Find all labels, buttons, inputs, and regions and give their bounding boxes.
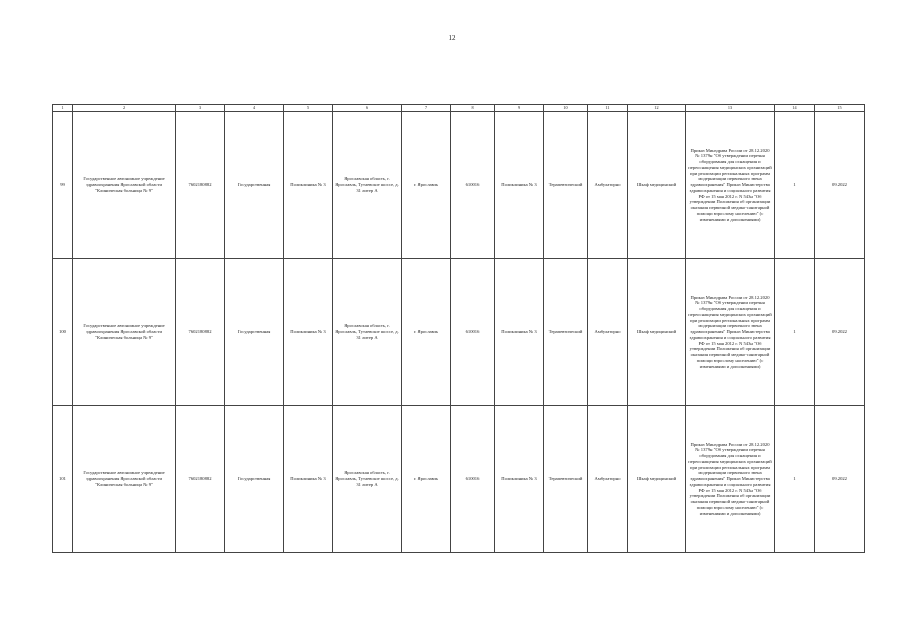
inn: 7602180882 (176, 259, 225, 406)
subunit: Поликлиника № 3 (495, 112, 544, 259)
equipment-name: Шкаф медицинский (628, 406, 686, 553)
organization-name: Государственное автономное учреждение здравоохранения Ярославской области "Клиническая больница № 9" (73, 259, 176, 406)
equipment-name: Шкаф медицинский (628, 259, 686, 406)
column-number: 8 (451, 105, 495, 112)
postal-code: 610016 (451, 259, 495, 406)
room-profile: Терапевтический (544, 406, 588, 553)
column-number: 11 (588, 105, 628, 112)
equipment-register-table (52, 104, 865, 553)
column-number: 15 (815, 105, 865, 112)
quantity: 1 (775, 259, 815, 406)
subunit: Поликлиника № 3 (495, 259, 544, 406)
delivery-date: 09.2022 (815, 112, 865, 259)
locality: г. Ярославль (402, 259, 451, 406)
column-number: 9 (495, 105, 544, 112)
ownership-form: Государственная (225, 112, 284, 259)
care-kind: Амбулаторно (588, 112, 628, 259)
table-row (53, 112, 865, 259)
quantity: 1 (775, 406, 815, 553)
ownership-form: Государственная (225, 259, 284, 406)
column-number: 6 (333, 105, 402, 112)
delivery-date: 09.2022 (815, 259, 865, 406)
column-number: 5 (284, 105, 333, 112)
column-number: 10 (544, 105, 588, 112)
legal-basis: Приказ Минздрава России от 28.12.2020 № 1379н "Об утверждении перечня оборудования для оснащения и переоснащения медицинских организаций при реализации региональных программ модернизации первичного звена здравоохранения" Приказ Министерства здравоохранения и социального развития РФ от 15 мая 2012 г. N 543н "Об утверждении Положения об организации оказания первичной медико-санитарной помощи взрослому населению" (с изменениями и дополнениями) (686, 259, 775, 406)
room-profile: Терапевтический (544, 259, 588, 406)
legal-basis: Приказ Минздрава России от 28.12.2020 № 1379н "Об утверждении перечня оборудования для оснащения и переоснащения медицинских организаций при реализации региональных программ модернизации первичного звена здравоохранения" Приказ Министерства здравоохранения и социального развития РФ от 15 мая 2012 г. N 543н "Об утверждении Положения об организации оказания первичной медико-санитарной помощи взрослому населению" (с изменениями и дополнениями) (686, 112, 775, 259)
address: Ярославская область, г. Ярославль, Тутаевское шоссе, д. 31 литер А (333, 112, 402, 259)
organization-name: Государственное автономное учреждение здравоохранения Ярославской области "Клиническая больница № 9" (73, 112, 176, 259)
table-row (53, 259, 865, 406)
column-number: 12 (628, 105, 686, 112)
care-kind: Амбулаторно (588, 259, 628, 406)
postal-code: 610016 (451, 406, 495, 553)
column-number: 14 (775, 105, 815, 112)
column-number: 1 (53, 105, 73, 112)
structural-unit: Поликлиника № 3 (284, 259, 333, 406)
legal-basis: Приказ Минздрава России от 28.12.2020 № 1379н "Об утверждении перечня оборудования для оснащения и переоснащения медицинских организаций при реализации региональных программ модернизации первичного звена здравоохранения" Приказ Министерства здравоохранения и социального развития РФ от 15 мая 2012 г. N 543н "Об утверждении Положения об организации оказания первичной медико-санитарной помощи взрослому населению" (с изменениями и дополнениями) (686, 406, 775, 553)
column-number: 13 (686, 105, 775, 112)
structural-unit: Поликлиника № 3 (284, 406, 333, 553)
structural-unit: Поликлиника № 3 (284, 112, 333, 259)
address: Ярославская область, г. Ярославль, Тутаевское шоссе, д. 31 литер А (333, 406, 402, 553)
page-number: 12 (448, 34, 456, 42)
row-number: 101 (53, 406, 73, 553)
row-number: 99 (53, 112, 73, 259)
quantity: 1 (775, 112, 815, 259)
postal-code: 610016 (451, 112, 495, 259)
inn: 7602180882 (176, 112, 225, 259)
address: Ярославская область, г. Ярославль, Тутаевское шоссе, д. 31 литер А (333, 259, 402, 406)
equipment-name: Шкаф медицинский (628, 112, 686, 259)
column-number: 2 (73, 105, 176, 112)
column-number-row (53, 105, 865, 112)
table-row (53, 406, 865, 553)
column-number: 7 (402, 105, 451, 112)
column-number: 3 (176, 105, 225, 112)
ownership-form: Государственная (225, 406, 284, 553)
delivery-date: 09.2022 (815, 406, 865, 553)
column-number: 4 (225, 105, 284, 112)
locality: г. Ярославль (402, 112, 451, 259)
subunit: Поликлиника № 3 (495, 406, 544, 553)
room-profile: Терапевтический (544, 112, 588, 259)
organization-name: Государственное автономное учреждение здравоохранения Ярославской области "Клиническая больница № 9" (73, 406, 176, 553)
care-kind: Амбулаторно (588, 406, 628, 553)
locality: г. Ярославль (402, 406, 451, 553)
row-number: 100 (53, 259, 73, 406)
inn: 7602180882 (176, 406, 225, 553)
